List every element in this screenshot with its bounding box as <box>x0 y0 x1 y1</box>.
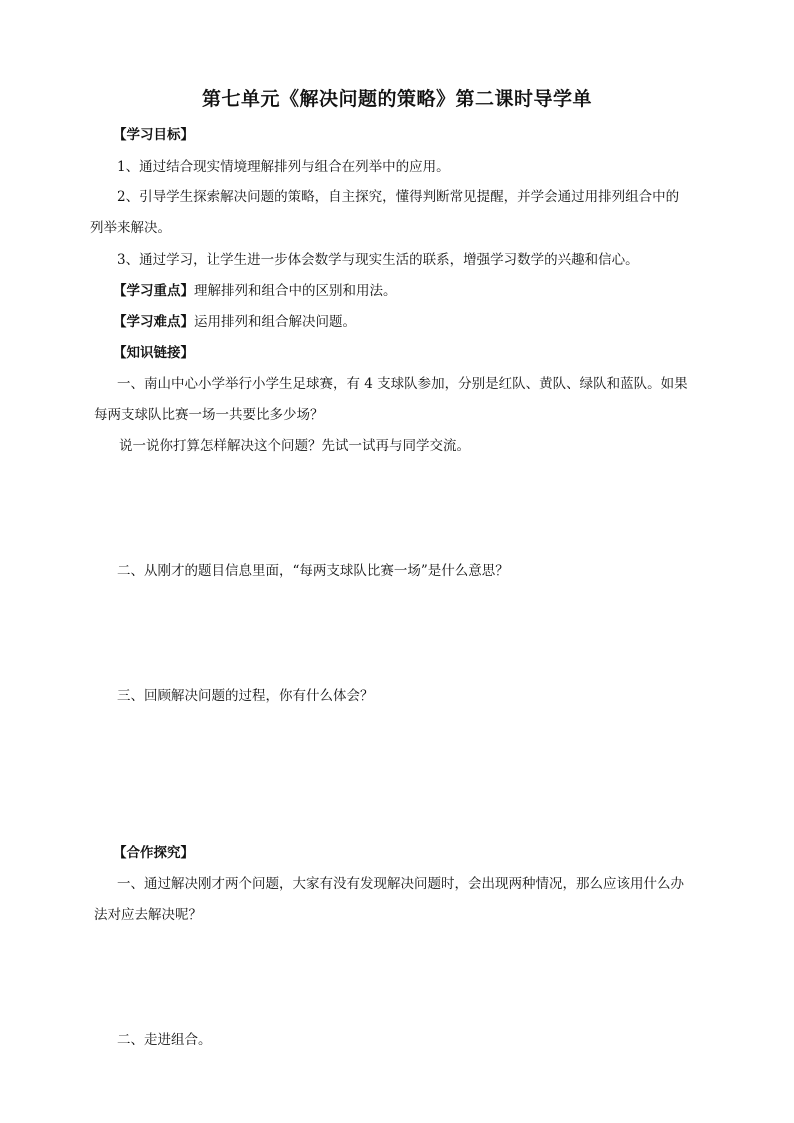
page-title: 第七单元《解决问题的策略》第二课时导学单 <box>201 88 592 110</box>
goal-item-1: 1、通过结合现实情境理解排列与组合在列举中的应用。 <box>117 159 450 175</box>
knowledge-question-1-line-1: 一、南山中心小学举行小学生足球赛，有 4 支球队参加，分别是红队、黄队、绿队和蓝队。如果 <box>117 376 688 392</box>
goal-item-2-line-2: 列举来解决。 <box>90 220 171 236</box>
goal-item-2-line-1: 2、引导学生探索解决问题的策略，自主探究，懂得判断常见提醒，并学会通过用排列组合中的 <box>117 189 680 205</box>
cooperate-question-1-line-1: 一、通过解决刚才两个问题，大家有没有发现解决问题时，会出现两种情况，那么应该用什么办 <box>117 876 684 892</box>
knowledge-question-3: 三、回顾解决问题的过程，你有什么体会？ <box>117 688 374 704</box>
goals-heading: 【学习目标】 <box>113 127 194 143</box>
cooperate-question-2: 二、走进组合。 <box>117 1032 212 1048</box>
goal-item-3: 3、通过学习，让学生进一步体会数学与现实生活的联系，增强学习数学的兴趣和信心。 <box>117 252 639 268</box>
key-point-row <box>113 281 397 301</box>
difficulty-heading: 【学习难点】 <box>113 314 194 330</box>
knowledge-question-1-line-3: 说一说你打算怎样解决这个问题？先试一试再与同学交流。 <box>119 438 470 454</box>
cooperate-question-1-line-2: 法对应去解决呢？ <box>94 907 202 923</box>
knowledge-question-2: 二、从刚才的题目信息里面，“每两支球队比赛一场”是什么意思？ <box>117 563 509 579</box>
difficulty-row <box>113 312 356 332</box>
difficulty-text: 运用排列和组合解决问题。 <box>194 314 356 330</box>
key-point-heading: 【学习重点】 <box>113 283 194 299</box>
cooperate-heading: 【合作探究】 <box>113 845 194 861</box>
knowledge-question-1-line-2: 每两支球队比赛一场一共要比多少场？ <box>94 407 324 423</box>
knowledge-heading: 【知识链接】 <box>113 345 194 361</box>
key-point-text: 理解排列和组合中的区别和用法。 <box>194 283 397 299</box>
